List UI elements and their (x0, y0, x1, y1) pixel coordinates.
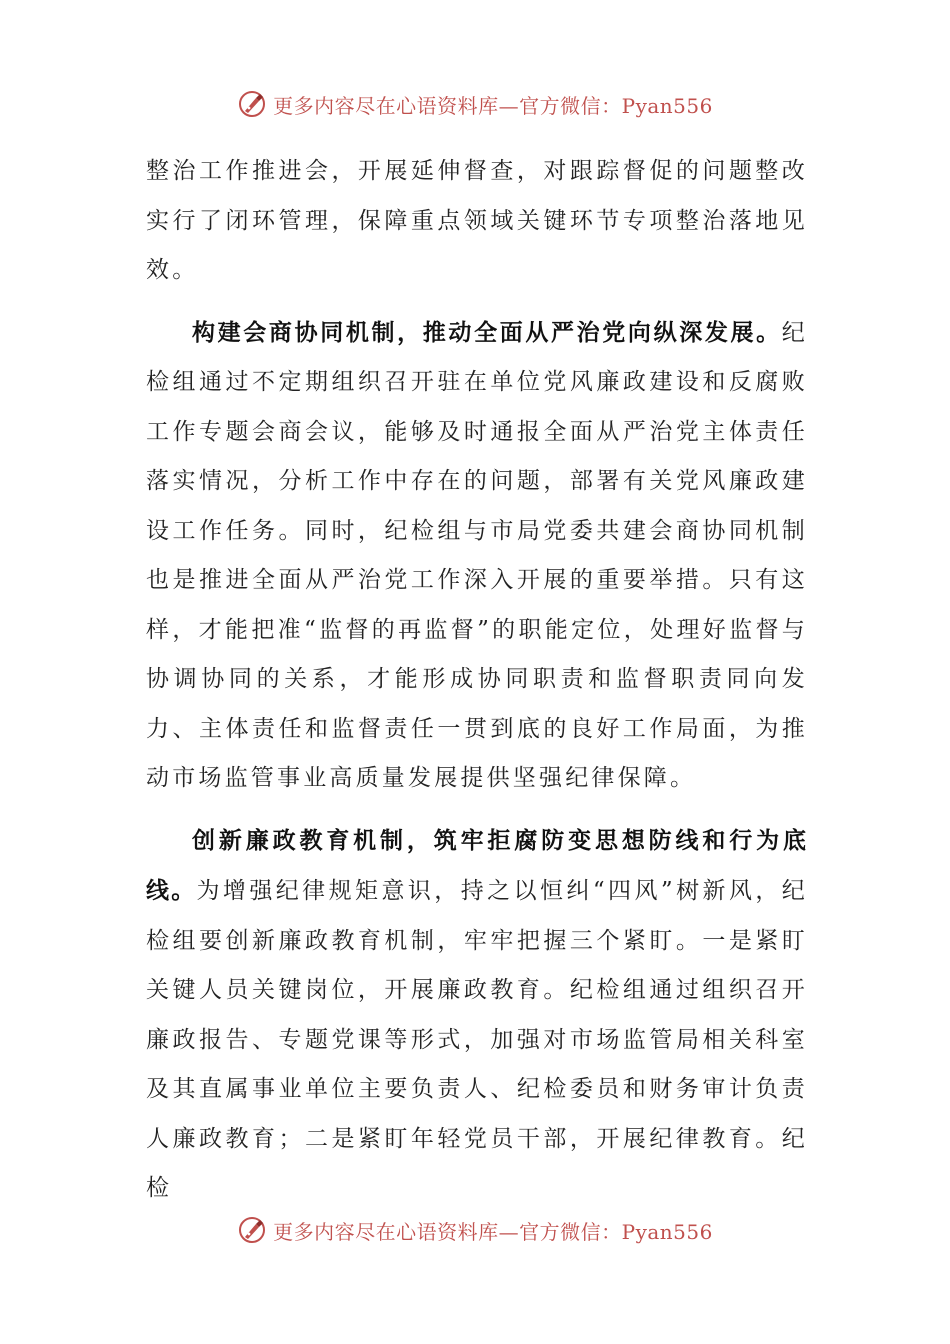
paragraph-1-text: 整治工作推进会，开展延伸督查，对跟踪督促的问题整改实行了闭环管理，保障重点领域关键环节专项整治落地见效。 (146, 158, 808, 283)
paragraph-3-text: 为增强纪律规矩意识，持之以恒纠“四风”树新风，纪检组要创新廉政教育机制，牢牢把握三个紧盯。一是紧盯关键人员关键岗位，开展廉政教育。纪检组通过组织召开廉政报告、专题党课等形式，加强对市场监管局相关科室及其直属事业单位主要负责人、纪检委员和财务审计负责人廉政教育；二是紧盯年轻党员干部，开展纪律教育。纪检 (146, 878, 809, 1201)
paragraph-2-text: 纪检组通过不定期组织召开驻在单位党风廉政建设和反腐败工作专题会商会议，能够及时通报全面从严治党主体责任落实情况，分析工作中存在的问题，部署有关党风廉政建设工作任务。同时，纪检组与市局党委共建会商协同机制也是推进全面从严治党工作深入开展的重要举措。只有这样，才能把准“监督的再监督”的职能定位，处理好监督与协调协同的关系，才能形成协同职责和监督职责同向发力、主体责任和监督责任一贯到底的良好工作局面，为推动市场监管事业高质量发展提供坚强纪律保障。 (146, 319, 808, 791)
document-body (146, 146, 808, 1214)
header-banner-text: 更多内容尽在心语资料库—官方微信：Pyan556 (273, 93, 713, 118)
paragraph-3-lead: 创新廉政教育机制，筑牢拒腐防变思想防线和行为底线。 (146, 826, 808, 904)
paragraph-3 (146, 816, 808, 1214)
paragraph-1 (146, 146, 808, 296)
pen-nib-logo-icon (237, 1215, 267, 1245)
pen-nib-logo-icon (237, 89, 267, 119)
paragraph-2-lead: 构建会商协同机制，推动全面从严治党向纵深发展。 (192, 318, 782, 346)
footer-banner (0, 1210, 950, 1250)
footer-banner-text: 更多内容尽在心语资料库—官方微信：Pyan556 (273, 1219, 713, 1244)
header-banner (0, 84, 950, 124)
paragraph-2 (146, 308, 808, 804)
